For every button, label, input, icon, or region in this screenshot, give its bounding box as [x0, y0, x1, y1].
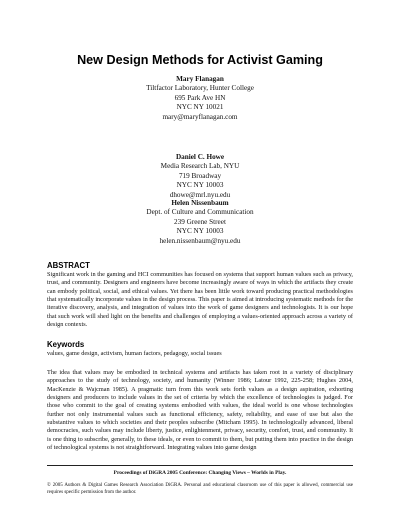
- author-city: NYC NY 10003: [176, 181, 224, 190]
- author-block-howe: [0, 153, 400, 200]
- author-email: dhowe@mrl.nyu.edu: [169, 190, 231, 199]
- author-email: helen.nissenbaum@nyu.edu: [159, 236, 241, 245]
- author-email: mary@maryflanagan.com: [162, 112, 238, 121]
- author-city: NYC NY 10003: [176, 227, 224, 236]
- author-name: Mary Flanagan: [176, 75, 224, 83]
- author-city: NYC NY 10021: [176, 103, 224, 112]
- abstract-text: Significant work in the gaming and HCI communities has focused on systems that support human values such as privacy, trust, and community. Designers and engineers have become increasingly aware of ways in which the artifacts they create can embody political, social, and ethical values. Yet there has been little work toward producing practical methodologies that systematically incorporate values in the design process. This paper is aimed at introducing systematic methods for the iterative discovery, analysis, and integration of values into the work of game designers and technologists. It is our hope that such work will shed light on the benefits and challenges of employing a values-oriented approach across a variety of design contexts.: [47, 271, 353, 329]
- author-name: Daniel C. Howe: [175, 153, 225, 161]
- page-footer: [47, 465, 353, 496]
- author-affiliation: Dept. of Culture and Communication: [146, 208, 254, 217]
- author-street: 719 Broadway: [178, 171, 222, 180]
- body-paragraph: The idea that values may be embodied in technical systems and artifacts has taken root in a variety of disciplinary approaches to the study of technology, society, and humanity (Winner 1986; Latour 1992, 225-258; Hughes 2004, MacKenzie & Wajcman 1985). A pragmatic turn from this work sets forth values as a design aspiration, exhorting designers and producers to include values in the set of criteria by which the excellence of technologies is judged. For those who commit to the goal of creating systems embodied with values, the ideal world is one whose technologies further not only instrumental values such as functional efficiency, safety, reliability, and ease of use but also the substantive values to which societies and their peoples subscribe (Mitcham 1995). In technologically advanced, liberal democracies, such values may include liberty, justice, enlightenment, privacy, security, comfort, trust, and community. It is one thing to subscribe, generally, to these ideals, or even to commit to them, but putting them into practice in the design of technological systems is not straightforward. Integrating values into game design: [47, 369, 353, 452]
- author-name: Helen Nissenbaum: [171, 199, 229, 207]
- author-block-flanagan: [0, 75, 400, 122]
- copyright-notice: © 2005 Authors & Digital Games Research Association DiGRA. Personal and educational classroom use of this paper is allowed, commercial use requires specific permission from the author.: [47, 483, 353, 495]
- abstract-heading: ABSTRACT: [47, 261, 90, 270]
- author-affiliation: Tiltfactor Laboratory, Hunter College: [146, 84, 254, 93]
- author-street: 239 Greene Street: [174, 217, 226, 226]
- proceedings-line: Proceedings of DiGRA 2005 Conference: Changing Views – Worlds in Play.: [113, 470, 287, 476]
- author-block-nissenbaum: [0, 199, 400, 246]
- paper-title: New Design Methods for Activist Gaming: [77, 53, 323, 67]
- author-affiliation: Media Research Lab, NYU: [160, 162, 240, 171]
- author-street: 695 Park Ave HN: [174, 93, 226, 102]
- keywords-text: values, game design, activism, human factors, pedagogy, social issues: [47, 350, 222, 357]
- keywords-heading: Keywords: [47, 340, 85, 349]
